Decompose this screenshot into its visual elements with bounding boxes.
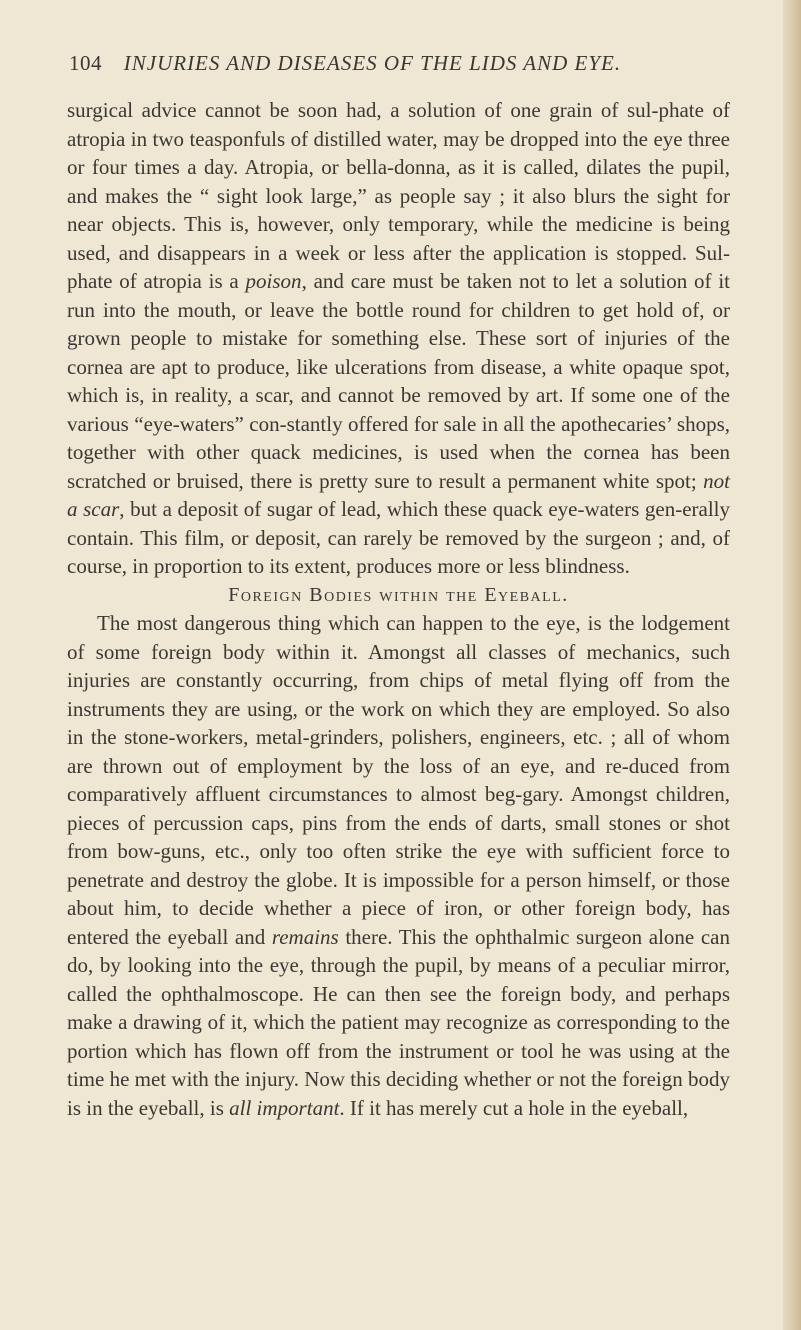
emphasis-poison: poison bbox=[245, 269, 302, 293]
page-body bbox=[67, 96, 730, 1122]
emphasis-remains: remains bbox=[271, 924, 339, 949]
running-header bbox=[69, 51, 729, 76]
section-heading: Foreign Bodies within the Eyeball. bbox=[228, 583, 569, 606]
page-number: 104 bbox=[69, 51, 102, 75]
text-run: surgical advice cannot be soon had, a solution of one grain of sul-phate of atropia in two teasponfuls of distilled water, may be dropped into the eye three or four times a day. Atropia, or bella-donna, as it is called, dilates the pupil, and makes the “ sight look large,” as people say ; it also blurs the sight for near objects. This is, however, only temporary, while the medicine is being used, and disappears in a week or less after the application is stopped. Sul-phate of atropia is a bbox=[67, 98, 730, 293]
text-run: , and care must be taken not to let a solution of it run into the mouth, or leave the bottle round for children to get hold of, or grown people to mistake for something else. These sort of injuries of the cornea are apt to produce, like ulcerations from disease, a white opaque spot, which is, in reality, a scar, and cannot be removed by art. If some one of the various “eye-waters” con-stantly offered for sale in all the apothecaries’ shops, together with other quack medicines, is used when the cornea has been scratched or bruised, there is pretty sure to result a permanent white spot; bbox=[67, 269, 730, 493]
text-run: there. This the ophthalmic surgeon alone can do, by looking into the eye, through the pupil, by means of a peculiar mirror, called the ophthalmoscope. He can then see the foreign body, and perhaps make a drawing of it, which the patient may recognize as corresponding to the portion which has flown off from the instrument or tool he was using at the time he met with the injury. Now this deciding whether or not the foreign body is in the eyeball, is bbox=[67, 924, 730, 1120]
text-run: . If it has merely cut a hole in the eyeball, bbox=[339, 1095, 689, 1120]
paragraph-1 bbox=[67, 96, 730, 581]
emphasis-all-important: all important bbox=[229, 1095, 340, 1120]
paragraph-2 bbox=[67, 609, 730, 1122]
page-edge bbox=[783, 0, 801, 1330]
emphasis-not-a-scar: not a scar bbox=[67, 468, 730, 521]
text-run: The most dangerous thing which can happen to the eye, is the lodgement of some foreign body within it. Amongst all classes of mechanics, such injuries are constantly occurring, from chips of metal flying off from the instruments they are using, or the work on which they are employed. So also in the stone-workers, metal-grinders, polishers, engineers, etc. ; all of whom are thrown out of employment by the loss of an eye, and re-duced from comparatively affluent circumstances to almost beg-gary. Amongst children, pieces of percussion caps, pins from the ends of darts, small stones or shot from bow-guns, etc., only too often strike the eye with sufficient force to penetrate and destroy the globe. It is impossible for a person himself, or those about him, to decide whether a piece of iron, or other foreign body, has entered the eyeball and bbox=[67, 611, 730, 949]
text-run: , but a deposit of sugar of lead, which these quack eye-waters gen-erally contain. This film, or deposit, can rarely be removed by the surgeon ; and, of course, in proportion to its extent, produces more or less blindness. bbox=[67, 497, 731, 578]
running-title: INJURIES AND DISEASES OF THE LIDS AND EYE. bbox=[123, 51, 622, 75]
